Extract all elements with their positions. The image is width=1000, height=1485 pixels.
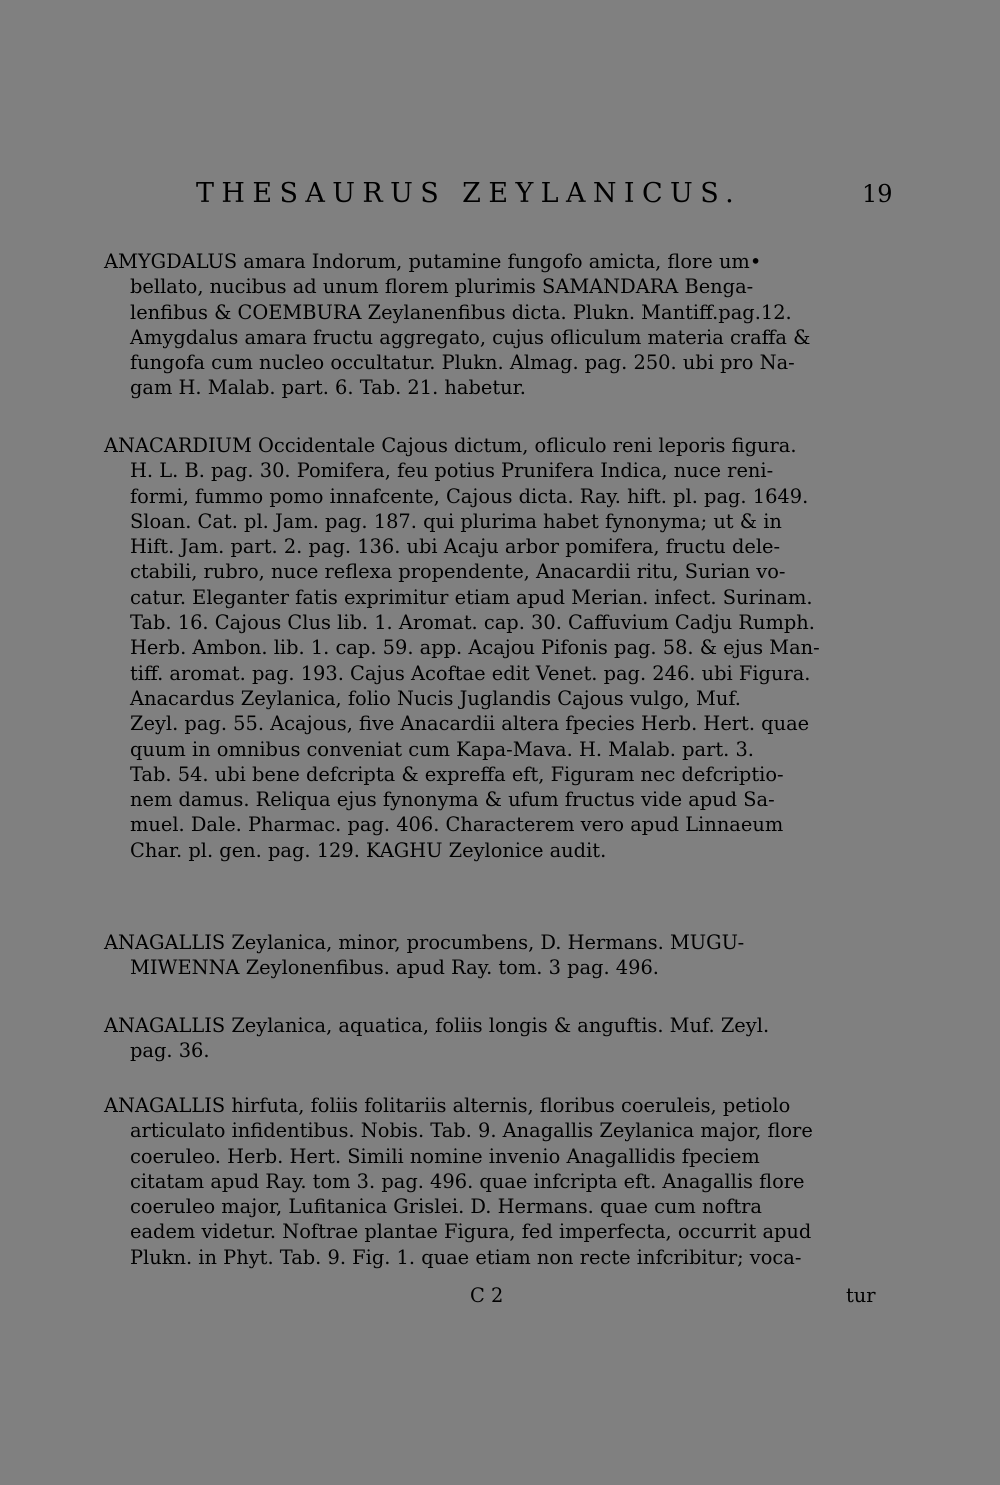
entry-line: formi, fummo pomo innafcente, Cajous dicta. Ray. hift. pl. pag. 1649. [130, 484, 809, 508]
entry-anagallis-minor [104, 930, 904, 981]
entry-line: bellato, nucibus ad unum florem plurimis SAMANDARA Benga- [130, 275, 754, 299]
entry-line: ANAGALLIS hirfuta, foliis folitariis alternis, floribus coeruleis, petiolo [104, 1094, 791, 1117]
entry-line: AMYGDALUS amara Indorum, putamine fungofo amicta, flore um• [104, 250, 762, 273]
entry-line: fungofa cum nucleo occultatur. Plukn. Almag. pag. 250. ubi pro Na- [130, 351, 795, 375]
entry-line: Hift. Jam. part. 2. pag. 136. ubi Acaju arbor pomifera, fructu dele- [130, 535, 781, 559]
entry-line: citatam apud Ray. tom 3. pag. 496. quae infcripta eft. Anagallis flore [130, 1169, 805, 1193]
entry-line: ANAGALLIS Zeylanica, aquatica, foliis longis & anguftis. Muf. Zeyl. [104, 1014, 770, 1037]
entry-line: Anacardus Zeylanica, folio Nucis Juglandis Cajous vulgo, Muf. [130, 686, 741, 710]
entry-line: ANACARDIUM Occidentale Cajous dictum, ofliculo reni leporis figura. [104, 434, 797, 457]
entry-line: gam H. Malab. part. 6. Tab. 21. habetur. [130, 376, 526, 400]
entry-line: Plukn. in Phyt. Tab. 9. Fig. 1. quae etiam non recte infcribitur; voca- [130, 1245, 802, 1269]
entry-line: MIWENNA Zeylonenfibus. apud Ray. tom. 3 pag. 496. [130, 956, 659, 980]
page-footer [104, 1283, 904, 1309]
entry-line: coeruleo major, Lufitanica Grislei. D. Hermans. quae cum noftra [130, 1195, 762, 1219]
entry-line: Zeyl. pag. 55. Acajous, five Anacardii altera fpecies Herb. Hert. quae [130, 712, 810, 736]
signature-mark: C 2 [470, 1284, 504, 1307]
entry-line: catur. Eleganter fatis exprimitur etiam apud Merian. infect. Surinam. [130, 585, 813, 609]
entry-anacardium [104, 433, 904, 863]
entry-line: lenfibus & COEMBURA Zeylanenfibus dicta. Plukn. Mantiff.pag.12. [130, 300, 792, 324]
entry-line: ANAGALLIS Zeylanica, minor, procumbens, D. Hermans. MUGU- [104, 931, 745, 954]
entry-line: articulato infidentibus. Nobis. Tab. 9. Anagallis Zeylanica major, flore [130, 1119, 813, 1143]
entry-line: eadem videtur. Noftrae plantae Figura, fed imperfecta, occurrit apud [130, 1220, 812, 1244]
catchword: tur [846, 1284, 876, 1307]
entry-line: Sloan. Cat. pl. Jam. pag. 187. qui plurima habet fynonyma; ut & in [130, 509, 782, 533]
entry-line: H. L. B. pag. 30. Pomifera, feu potius Prunifera Indica, nuce reni- [130, 459, 774, 483]
entry-line: nem damus. Reliqua ejus fynonyma & ufum fructus vide apud Sa- [130, 788, 775, 812]
entry-line: ctabili, rubro, nuce reflexa propendente, Anacardii ritu, Surian vo- [130, 560, 786, 584]
entry-line: pag. 36. [130, 1039, 210, 1063]
entry-line: coeruleo. Herb. Hert. Simili nomine invenio Anagallidis fpeciem [130, 1144, 760, 1168]
page-number: 19 [862, 180, 893, 208]
entry-anagallis-aquatica [104, 1013, 904, 1064]
entry-line: Amygdalus amara fructu aggregato, cujus ofliculum materia craffa & [130, 325, 811, 349]
entry-anagallis-hirsuta [104, 1093, 904, 1270]
entry-line: Tab. 54. ubi bene defcripta & expreffa eft, Figuram nec defcriptio- [130, 762, 784, 786]
entry-line: Herb. Ambon. lib. 1. cap. 59. app. Acajou Pifonis pag. 58. & ejus Man- [130, 636, 820, 660]
entry-line: Char. pl. gen. pag. 129. KAGHU Zeylonice audit. [130, 838, 607, 862]
entry-line: tiff. aromat. pag. 193. Cajus Acoftae edit Venet. pag. 246. ubi Figura. [130, 661, 811, 685]
entry-line: muel. Dale. Pharmac. pag. 406. Characterem vero apud Linnaeum [130, 813, 784, 837]
entry-amygdalus [104, 249, 904, 401]
entry-line: quum in omnibus conveniat cum Kapa-Mava. H. Malab. part. 3. [130, 737, 754, 761]
running-title: THESAURUS ZEYLANICUS. [196, 178, 742, 209]
running-head [0, 178, 1000, 218]
entry-line: Tab. 16. Cajous Clus lib. 1. Aromat. cap. 30. Caffuvium Cadju Rumph. [130, 611, 815, 635]
